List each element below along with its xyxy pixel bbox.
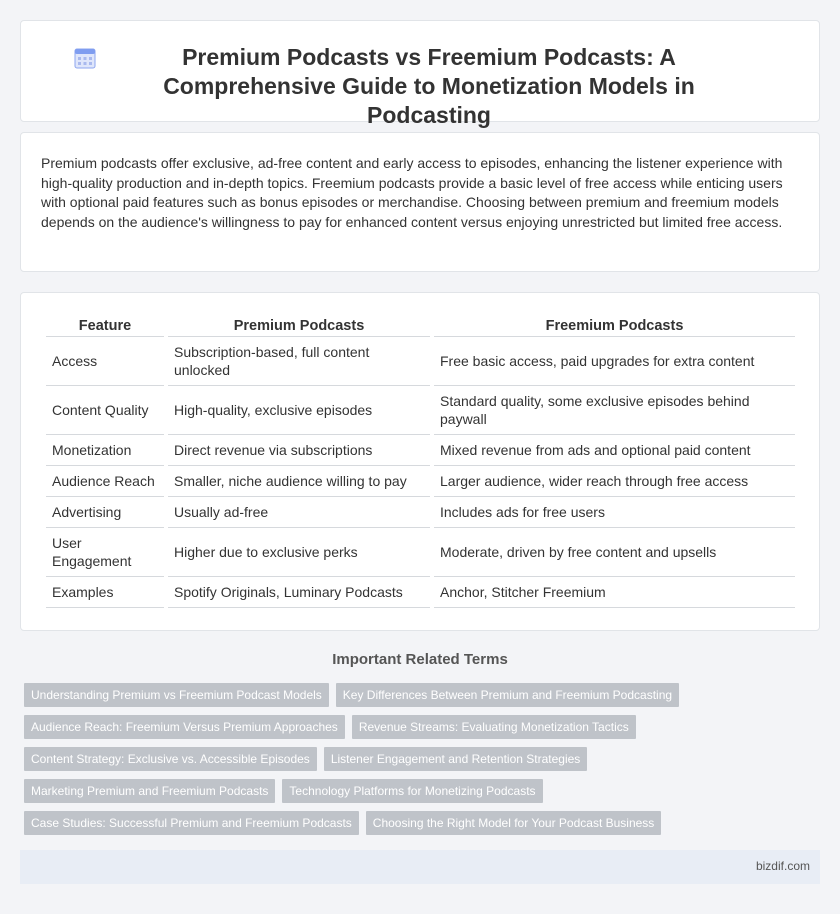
table-cell: Free basic access, paid upgrades for extra content xyxy=(434,337,795,386)
intro-paragraph: Premium podcasts offer exclusive, ad-free content and early access to episodes, enhancing the listener experience with high-quality production and in-depth topics. Freemium podcasts provide a basic level of free access while enticing users with optional paid features such as bonus episodes or merchandise. Choosing between premium and freemium models depends on the audience's willingness to pay for enhanced content versus enjoying unrestricted but limited free access. xyxy=(41,155,783,230)
table-cell: Content Quality xyxy=(46,386,164,435)
tag-row xyxy=(24,811,814,835)
table-cell: Mixed revenue from ads and optional paid content xyxy=(434,435,795,466)
table-row xyxy=(46,337,795,386)
comparison-table xyxy=(42,316,799,608)
table-cell: Higher due to exclusive perks xyxy=(168,528,430,577)
intro-card xyxy=(20,132,820,272)
table-cell: Standard quality, some exclusive episodes behind paywall xyxy=(434,386,795,435)
related-term-link[interactable]: Marketing Premium and Freemium Podcasts xyxy=(24,779,275,803)
table-cell: Access xyxy=(46,337,164,386)
tag-row xyxy=(24,779,814,803)
table-row xyxy=(46,497,795,528)
column-header-freemium: Freemium Podcasts xyxy=(434,316,795,337)
related-term-link[interactable]: Understanding Premium vs Freemium Podcast Models xyxy=(24,683,329,707)
table-cell: Smaller, niche audience willing to pay xyxy=(168,466,430,497)
related-term-link[interactable]: Revenue Streams: Evaluating Monetization Tactics xyxy=(352,715,636,739)
tag-row xyxy=(24,683,814,707)
table-cell: User Engagement xyxy=(46,528,164,577)
comparison-table-card xyxy=(20,292,820,631)
table-cell: High-quality, exclusive episodes xyxy=(168,386,430,435)
table-row xyxy=(46,577,795,608)
table-cell: Usually ad-free xyxy=(168,497,430,528)
tag-row xyxy=(24,747,814,771)
related-term-link[interactable]: Technology Platforms for Monetizing Podcasts xyxy=(282,779,542,803)
column-header-feature: Feature xyxy=(46,316,164,337)
table-cell: Advertising xyxy=(46,497,164,528)
table-cell: Anchor, Stitcher Freemium xyxy=(434,577,795,608)
table-cell: Monetization xyxy=(46,435,164,466)
table-cell: Includes ads for free users xyxy=(434,497,795,528)
page-title: Premium Podcasts vs Freemium Podcasts: A Comprehensive Guide to Monetization Models in Podcasting xyxy=(163,44,695,128)
table-cell: Audience Reach xyxy=(46,466,164,497)
table-row xyxy=(46,386,795,435)
related-term-link[interactable]: Listener Engagement and Retention Strategies xyxy=(324,747,588,771)
table-cell: Larger audience, wider reach through free access xyxy=(434,466,795,497)
related-terms-list xyxy=(24,683,814,843)
column-header-premium: Premium Podcasts xyxy=(168,316,430,337)
related-term-link[interactable]: Key Differences Between Premium and Freemium Podcasting xyxy=(336,683,679,707)
related-term-link[interactable]: Choosing the Right Model for Your Podcast Business xyxy=(366,811,662,835)
site-name[interactable]: bizdif.com xyxy=(755,859,810,873)
table-cell: Examples xyxy=(46,577,164,608)
table-header-row xyxy=(46,316,795,337)
related-term-link[interactable]: Case Studies: Successful Premium and Freemium Podcasts xyxy=(24,811,359,835)
table-cell: Direct revenue via subscriptions xyxy=(168,435,430,466)
tag-row xyxy=(24,715,814,739)
related-term-link[interactable]: Audience Reach: Freemium Versus Premium Approaches xyxy=(24,715,345,739)
table-cell: Spotify Originals, Luminary Podcasts xyxy=(168,577,430,608)
related-terms-heading: Important Related Terms xyxy=(332,651,508,668)
related-term-link[interactable]: Content Strategy: Exclusive vs. Accessible Episodes xyxy=(24,747,317,771)
table-cell: Subscription-based, full content unlocked xyxy=(168,337,430,386)
table-row xyxy=(46,466,795,497)
footer xyxy=(20,850,820,884)
table-row xyxy=(46,435,795,466)
title-card xyxy=(20,20,820,128)
table-cell: Moderate, driven by free content and upsells xyxy=(434,528,795,577)
table-row xyxy=(46,528,795,577)
